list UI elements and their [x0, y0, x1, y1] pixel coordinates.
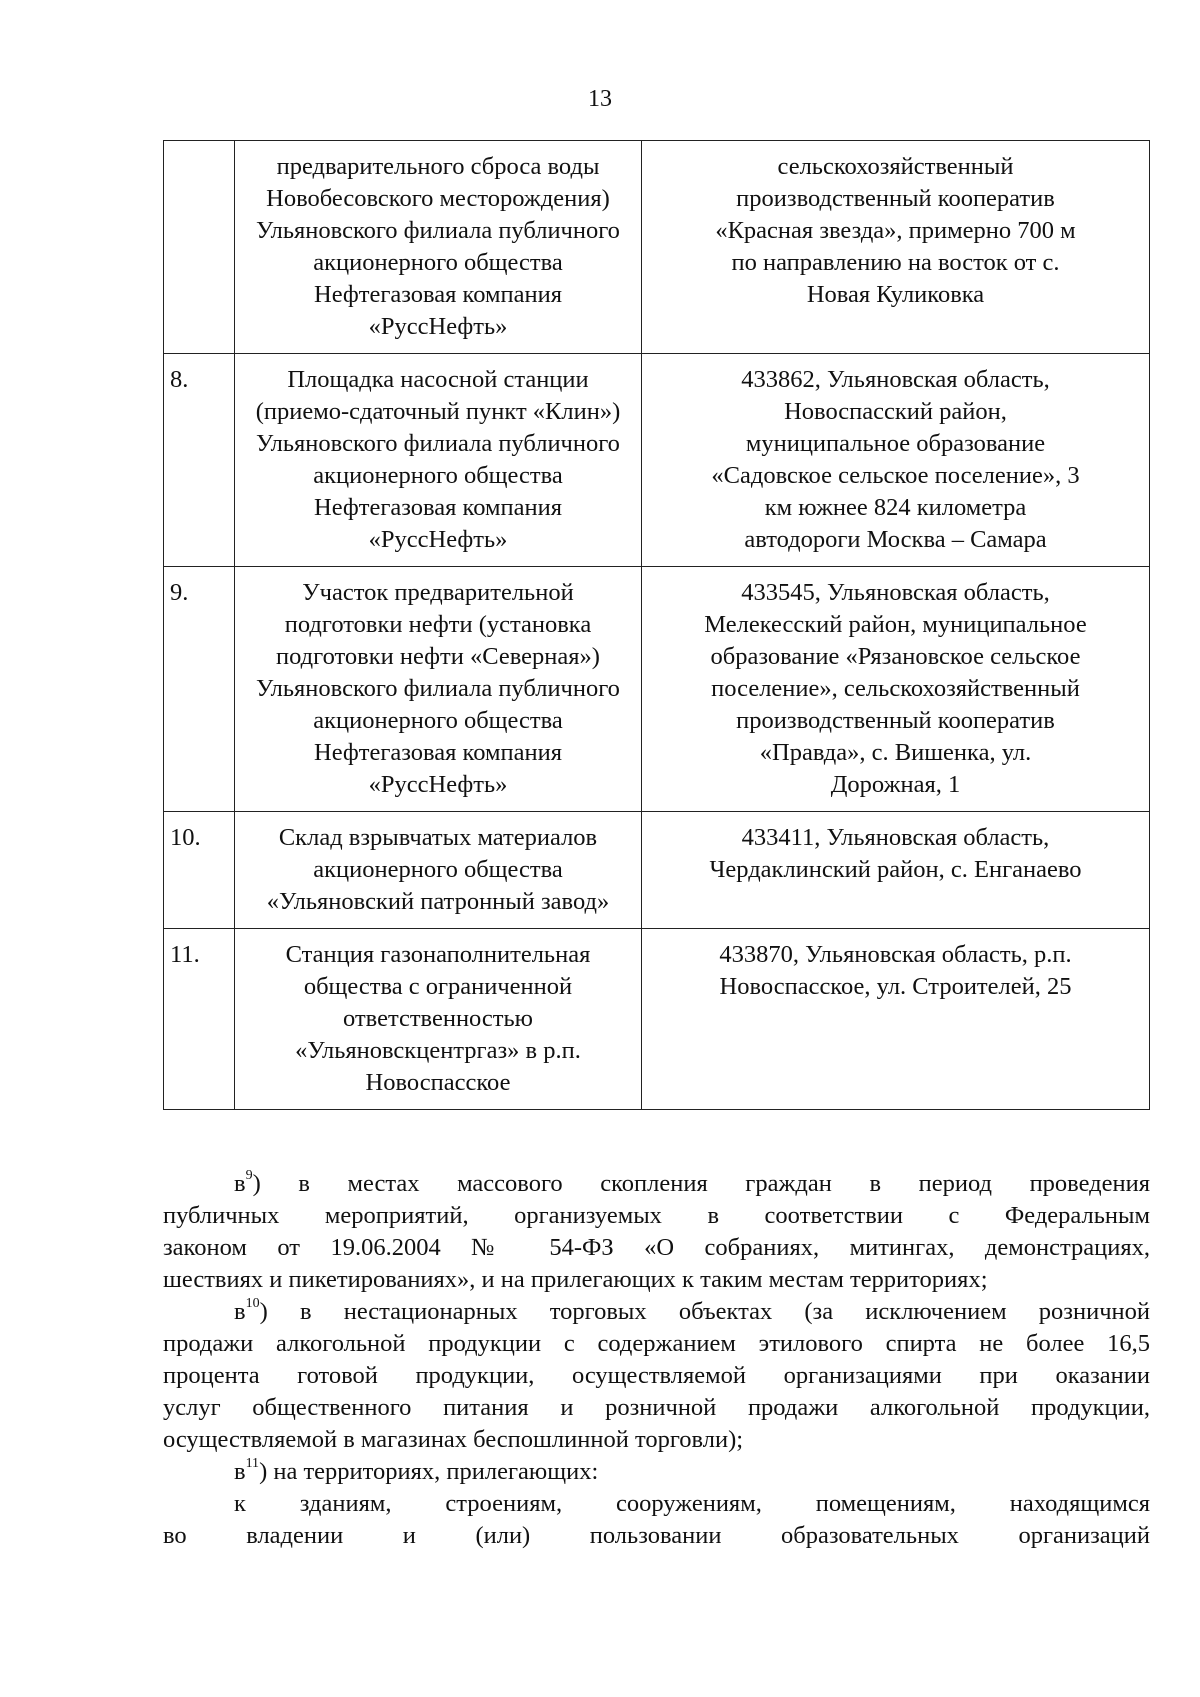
object-name-line: акционерного общества: [313, 249, 563, 276]
object-name-line: акционерного общества: [313, 707, 563, 734]
address-line: «Правда», с. Вишенка, ул.: [759, 739, 1032, 766]
object-name-line: «РуссНефть»: [368, 313, 508, 340]
object-name-line: Станция газонаполнительная: [285, 941, 591, 968]
object-name-line: «РуссНефть»: [368, 526, 508, 553]
paragraph-v10-line-1: [163, 1296, 1150, 1328]
object-name-line: «Ульяновскцентргаз» в р.п.: [295, 1037, 581, 1064]
paragraph-v10-text: ) в нестационарных торговых объектах (за исключением розничной: [259, 1298, 1150, 1325]
paragraph-v9-line: законом от 19.06.2004 № 54-ФЗ «О собраниях, митингах, демонстрациях,: [163, 1234, 1150, 1261]
object-name-line: общества с ограниченной: [303, 973, 573, 1000]
object-name-line: Нефтегазовая компания: [314, 494, 562, 521]
address-line: Новоспасский район,: [784, 398, 1007, 425]
row-number: 11.: [164, 929, 235, 1110]
object-name-line: Участок предварительной: [302, 579, 574, 606]
table-row: [164, 929, 1150, 1110]
object-name-line: «РуссНефть»: [368, 771, 508, 798]
object-name-line: акционерного общества: [313, 856, 563, 883]
address-cell: [642, 812, 1150, 929]
address-line: 433862, Ульяновская область,: [741, 366, 1050, 393]
object-name-cell: [235, 354, 642, 567]
paragraph-v10-line: продажи алкогольной продукции с содержанием этилового спирта не более 16,5: [163, 1330, 1150, 1357]
object-name-cell: [235, 141, 642, 354]
address-line: Дорожная, 1: [830, 771, 961, 798]
address-line: автодороги Москва – Самара: [744, 526, 1047, 553]
row-number: 9.: [164, 567, 235, 812]
address-cell: [642, 354, 1150, 567]
object-name-line: Ульяновского филиала публичного: [256, 217, 620, 244]
paragraph-v11-text: ) на территориях, прилегающих:: [259, 1458, 599, 1485]
address-line: по направлению на восток от с.: [731, 249, 1060, 276]
paragraph-v10-line: процента готовой продукции, осуществляемой организациями при оказании: [163, 1362, 1150, 1389]
object-name-line: (приемо-сдаточный пункт «Клин»): [255, 398, 621, 425]
object-name-line: Склад взрывчатых материалов: [278, 824, 598, 851]
paragraph-territories-line-2: во владении и (или) пользовании образовательных организаций: [163, 1522, 1150, 1549]
address-line: 433870, Ульяновская область, р.п.: [719, 941, 1072, 968]
table-row: [164, 567, 1150, 812]
address-line: 433545, Ульяновская область,: [741, 579, 1050, 606]
address-line: сельскохозяйственный: [777, 153, 1014, 180]
paragraph-v9-prefix: в: [234, 1170, 246, 1197]
table-row: [164, 354, 1150, 567]
paragraph-v9-superscript: 9: [245, 1168, 253, 1183]
body-text: [163, 1168, 1150, 1552]
paragraph-territories-line-1: к зданиям, строениям, сооружениям, помещениям, находящимся: [234, 1490, 1150, 1517]
address-cell: [642, 929, 1150, 1110]
object-name-line: подготовки нефти (установка: [284, 611, 592, 638]
paragraph-v10-line: услуг общественного питания и розничной продажи алкогольной продукции,: [163, 1394, 1150, 1421]
paragraph-v9-line: шествиях и пикетированиях», и на прилегающих к таким местам территориях;: [163, 1266, 988, 1293]
address-line: км южнее 824 километра: [764, 494, 1027, 521]
paragraph-v10-superscript: 10: [245, 1296, 260, 1311]
paragraph-v11-superscript: 11: [245, 1456, 260, 1471]
object-name-line: Ульяновского филиала публичного: [256, 675, 620, 702]
object-name-line: ответственностью: [343, 1005, 533, 1032]
paragraph-v9-line: публичных мероприятий, организуемых в соответствии с Федеральным: [163, 1202, 1150, 1229]
object-name-line: Нефтегазовая компания: [314, 281, 562, 308]
object-name-line: Нефтегазовая компания: [314, 739, 562, 766]
object-name-line: «Ульяновский патронный завод»: [266, 888, 610, 915]
paragraph-v9-text: ) в местах массового скопления граждан в период проведения: [252, 1170, 1150, 1197]
table-row: [164, 812, 1150, 929]
object-name-line: подготовки нефти «Северная»): [276, 643, 600, 670]
address-line: 433411, Ульяновская область,: [741, 824, 1050, 851]
address-cell: [642, 141, 1150, 354]
address-line: «Садовское сельское поселение», 3: [711, 462, 1080, 489]
object-name-line: Новоспасское: [365, 1069, 511, 1096]
address-line: Чердаклинский район, с. Енганаево: [709, 856, 1082, 883]
objects-table: [163, 140, 1150, 1110]
address-line: Новая Куликовка: [806, 281, 985, 308]
paragraph-v11-prefix: в: [234, 1458, 246, 1485]
row-number: 10.: [164, 812, 235, 929]
address-line: образование «Рязановское сельское: [710, 643, 1081, 670]
object-name-line: предварительного сброса воды: [276, 153, 600, 180]
object-name-cell: [235, 567, 642, 812]
row-number: 8.: [164, 354, 235, 567]
object-name-cell: [235, 812, 642, 929]
paragraph-v9-line-1: [163, 1168, 1150, 1200]
row-number: [164, 141, 235, 354]
address-line: Новоспасское, ул. Строителей, 25: [719, 973, 1072, 1000]
paragraph-v10-prefix: в: [234, 1298, 246, 1325]
address-cell: [642, 567, 1150, 812]
address-line: Мелекесский район, муниципальное: [704, 611, 1087, 638]
table-row: [164, 141, 1150, 354]
address-line: поселение», сельскохозяйственный: [711, 675, 1080, 702]
object-name-line: акционерного общества: [313, 462, 563, 489]
address-line: производственный кооператив: [736, 707, 1055, 734]
object-name-line: Новобесовского месторождения): [266, 185, 610, 212]
paragraph-v10-line: осуществляемой в магазинах беспошлинной торговли);: [163, 1426, 744, 1453]
page-number: 13: [588, 86, 612, 112]
object-name-line: Площадка насосной станции: [287, 366, 589, 393]
address-line: «Красная звезда», примерно 700 м: [715, 217, 1076, 244]
object-name-cell: [235, 929, 642, 1110]
address-line: производственный кооператив: [736, 185, 1055, 212]
object-name-line: Ульяновского филиала публичного: [256, 430, 620, 457]
address-line: муниципальное образование: [745, 430, 1046, 457]
paragraph-v11-line-1: [163, 1456, 1150, 1488]
